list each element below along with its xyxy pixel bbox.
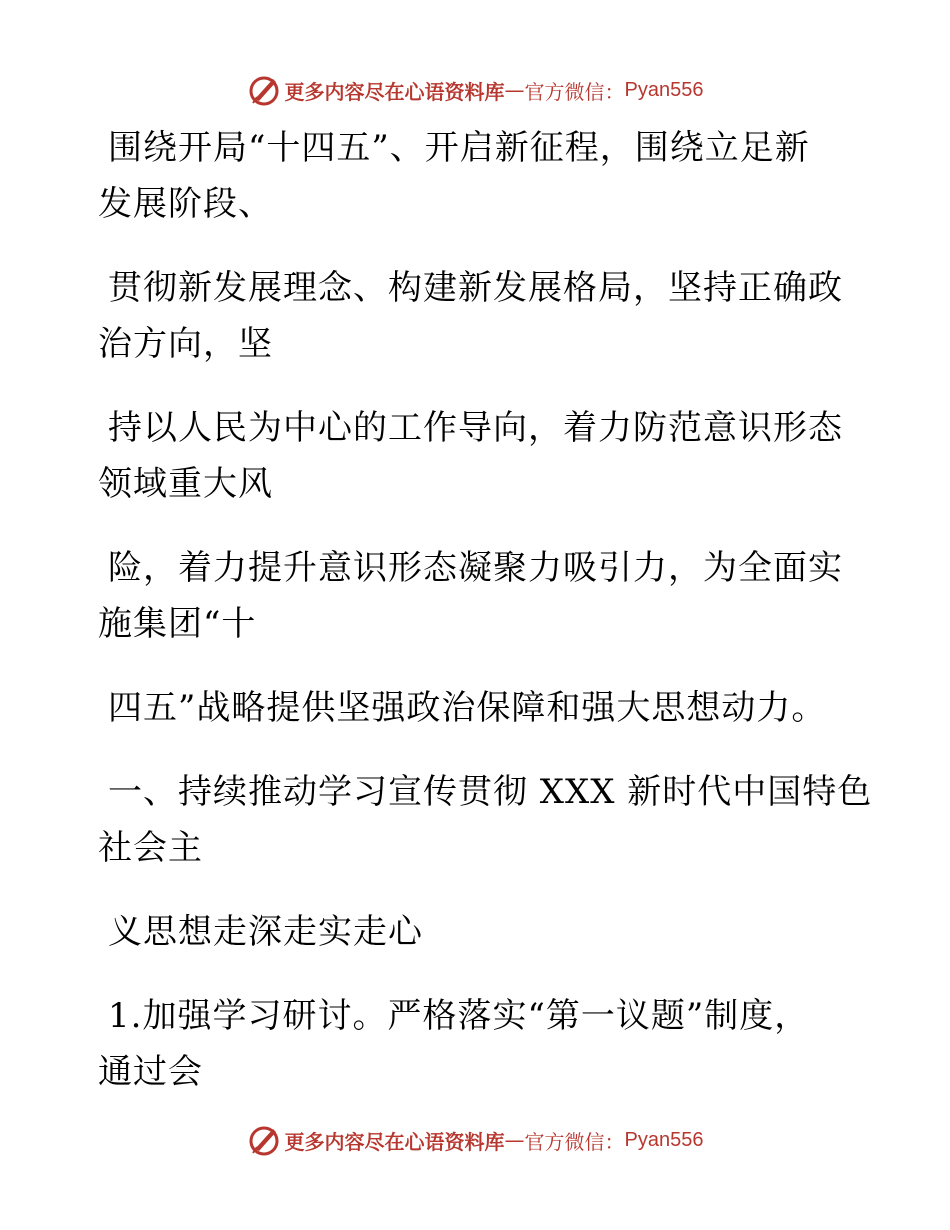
paragraph-5-line-1: 四五”战略提供坚强政治保障和强大思想动力。 — [108, 688, 827, 728]
document-body — [98, 120, 873, 1100]
paragraph-3-line-1: 持以人民为中心的工作导向，着力防范意识形态 — [108, 408, 843, 448]
paragraph-4-line-1: 险，着力提升意识形态凝聚力吸引力，为全面实 — [108, 548, 843, 588]
paragraph-7-line-1: 义思想走深走实走心 — [108, 912, 423, 952]
banner-wechat-label: 官方微信： — [524, 79, 625, 104]
banner-wechat-label: 官方微信： — [524, 1129, 625, 1154]
paragraph-6-line-1: 一、持续推动学习宣传贯彻 XXX 新时代中国特色 — [108, 772, 873, 812]
paragraph-2-line-1: 贯彻新发展理念、构建新发展格局，坚持正确政 — [108, 268, 843, 308]
footer-watermark-banner — [0, 1120, 950, 1160]
quill-logo-icon — [247, 1123, 281, 1157]
paragraph-4-line-2: 施集团“十 — [98, 604, 257, 644]
paragraph-8-line-1: 1.加强学习研讨。严格落实“第一议题”制度， — [108, 996, 810, 1036]
banner-wechat-handle: Pyan556 — [624, 1128, 704, 1151]
paragraph-1-line-1: 围绕开局“十四五”、开启新征程，围绕立足新 — [108, 128, 810, 168]
banner-dash: — — [504, 1128, 525, 1152]
paragraph-2-line-2: 治方向，坚 — [98, 324, 273, 364]
banner-wechat-handle: Pyan556 — [624, 78, 704, 101]
paragraph-6-line-2: 社会主 — [98, 828, 203, 868]
paragraph-3-line-2: 领域重大风 — [98, 464, 273, 504]
paragraph-1-line-2: 发展阶段、 — [98, 184, 273, 224]
banner-brand-text: 更多内容尽在心语资料库 — [284, 79, 505, 104]
header-watermark-banner — [0, 70, 950, 110]
quill-logo-icon — [247, 73, 281, 107]
banner-dash: — — [504, 78, 525, 102]
paragraph-8-line-2: 通过会 — [98, 1052, 203, 1092]
banner-brand-text: 更多内容尽在心语资料库 — [284, 1129, 505, 1154]
